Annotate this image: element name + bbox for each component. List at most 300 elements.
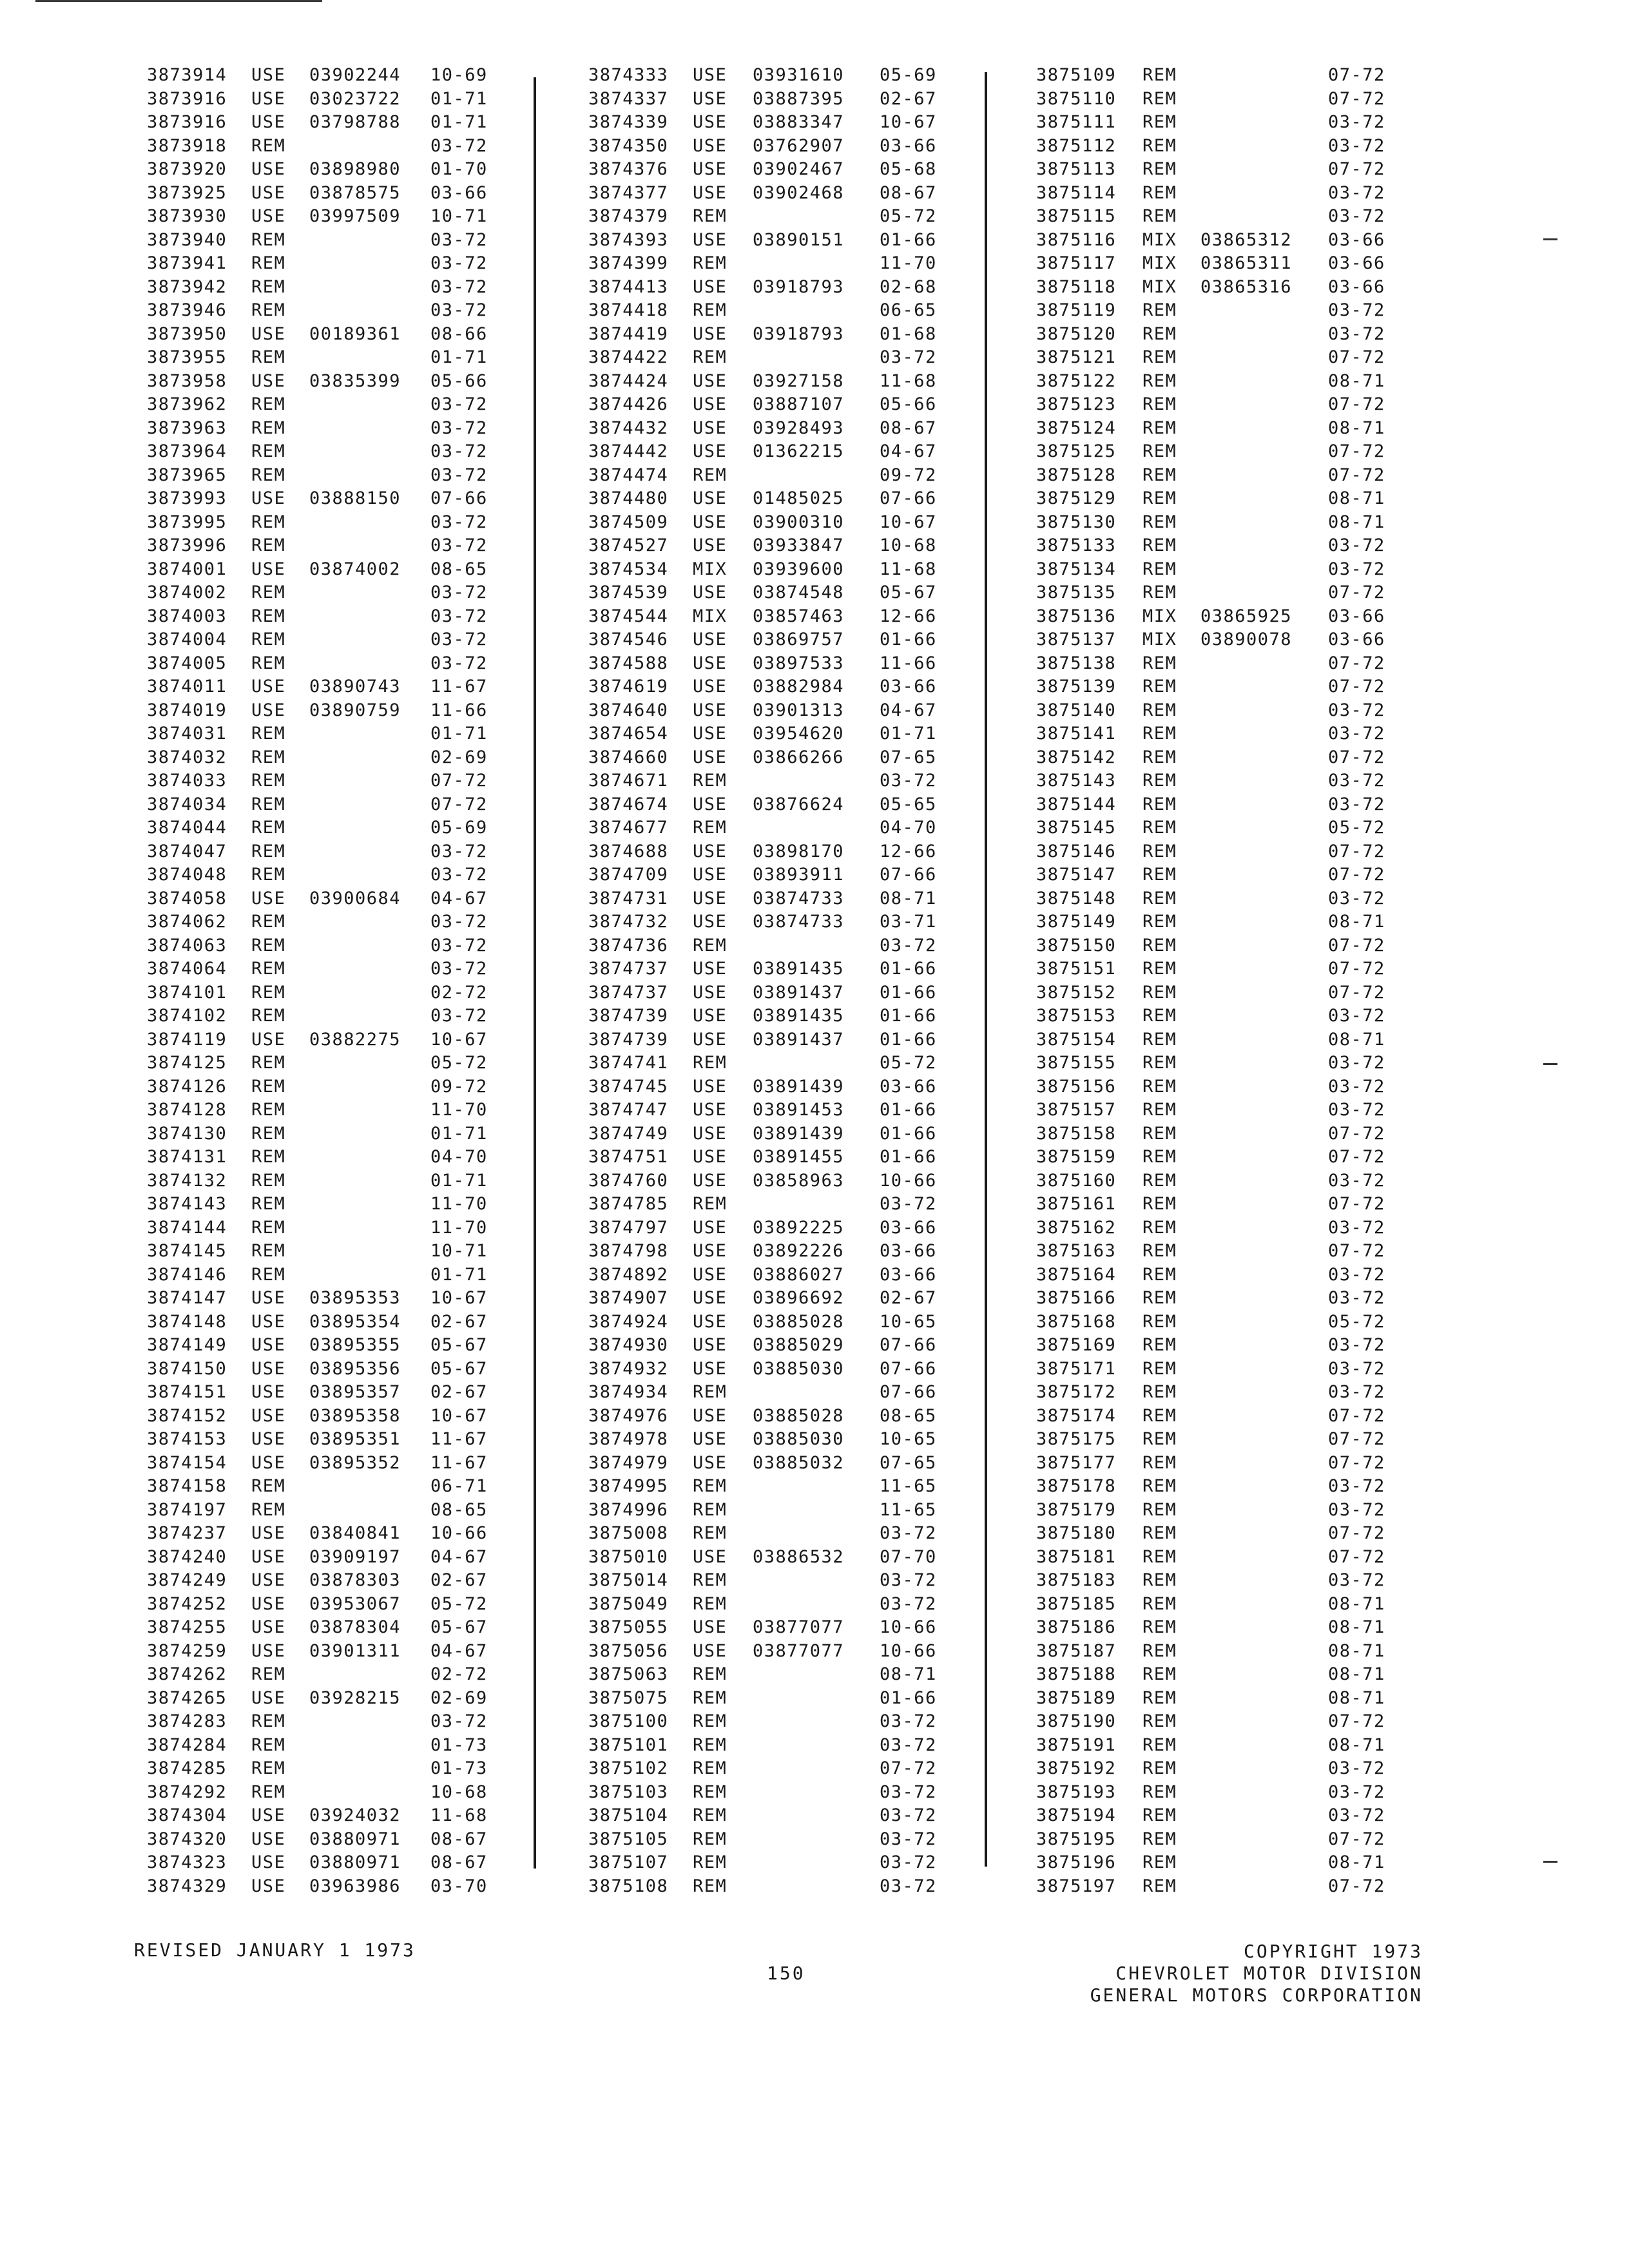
- action-code: REM: [693, 206, 728, 226]
- date-code: 02-67: [880, 88, 937, 109]
- action-code: REM: [693, 1805, 728, 1825]
- date-code: 01-66: [880, 1006, 937, 1026]
- date-code: 03-72: [1328, 1006, 1385, 1026]
- replacement-number: 03885029: [753, 1335, 845, 1355]
- action-code: REM: [1142, 347, 1177, 367]
- action-code: REM: [1142, 1405, 1177, 1426]
- action-code: REM: [1142, 135, 1177, 156]
- date-code: 03-72: [1328, 535, 1385, 555]
- action-code: USE: [693, 653, 728, 673]
- part-number: 3874034: [147, 794, 227, 814]
- part-number: 3874996: [588, 1499, 669, 1520]
- action-code: REM: [693, 347, 728, 367]
- action-code: REM: [1142, 1076, 1177, 1097]
- part-number: 3874152: [147, 1405, 227, 1426]
- part-number: 3875191: [1036, 1735, 1117, 1755]
- date-code: 11-66: [880, 653, 937, 673]
- date-code: 11-65: [880, 1476, 937, 1496]
- action-code: USE: [251, 1288, 286, 1308]
- action-code: REM: [251, 912, 286, 932]
- replacement-number: 03895356: [309, 1358, 401, 1379]
- action-code: REM: [251, 747, 286, 767]
- action-code: REM: [251, 841, 286, 861]
- action-code: REM: [693, 1523, 728, 1543]
- action-code: REM: [251, 794, 286, 814]
- part-number: 3875118: [1036, 276, 1117, 297]
- part-number: 3875117: [1036, 253, 1117, 273]
- replacement-number: 03895352: [309, 1452, 401, 1473]
- action-code: USE: [693, 677, 728, 697]
- action-code: USE: [251, 1029, 286, 1050]
- date-code: 02-72: [430, 982, 488, 1003]
- part-number: 3875139: [1036, 677, 1117, 697]
- date-code: 01-71: [430, 1123, 488, 1144]
- part-number: 3874424: [588, 370, 669, 391]
- action-code: REM: [1142, 1311, 1177, 1332]
- action-code: REM: [1142, 182, 1177, 203]
- part-number: 3874741: [588, 1053, 669, 1073]
- replacement-number: 03835399: [309, 370, 401, 391]
- date-code: 02-72: [430, 1664, 488, 1684]
- part-number: 3874255: [147, 1617, 227, 1637]
- part-number: 3874063: [147, 935, 227, 956]
- part-number: 3875107: [588, 1852, 669, 1872]
- action-code: REM: [251, 535, 286, 555]
- replacement-number: 03902468: [753, 182, 845, 203]
- action-code: REM: [1142, 206, 1177, 226]
- part-number: 3874128: [147, 1100, 227, 1120]
- part-number: 3875185: [1036, 1593, 1117, 1614]
- action-code: REM: [1142, 935, 1177, 956]
- part-number: 3874745: [588, 1076, 669, 1097]
- date-code: 03-72: [430, 865, 488, 885]
- date-code: 07-65: [880, 747, 937, 767]
- action-code: REM: [1142, 112, 1177, 132]
- part-number: 3874333: [588, 65, 669, 85]
- action-code: USE: [251, 1546, 286, 1567]
- date-code: 03-66: [880, 1217, 937, 1238]
- replacement-number: 03885028: [753, 1405, 845, 1426]
- date-code: 03-72: [1328, 888, 1385, 908]
- action-code: REM: [693, 1758, 728, 1778]
- date-code: 05-65: [880, 794, 937, 814]
- action-code: USE: [693, 1640, 728, 1661]
- action-code: REM: [251, 865, 286, 885]
- date-code: 05-66: [430, 370, 488, 391]
- date-code: 04-67: [430, 1640, 488, 1661]
- date-code: 01-66: [880, 1029, 937, 1050]
- action-code: USE: [693, 1123, 728, 1144]
- date-code: 07-72: [1328, 1123, 1385, 1144]
- replacement-number: 03874548: [753, 582, 845, 602]
- action-code: REM: [1142, 323, 1177, 344]
- date-code: 01-70: [430, 159, 488, 179]
- action-code: USE: [693, 1452, 728, 1473]
- action-code: USE: [693, 865, 728, 885]
- action-code: USE: [251, 700, 286, 720]
- date-code: 04-70: [430, 1147, 488, 1167]
- action-code: REM: [251, 1123, 286, 1144]
- date-code: 07-72: [1328, 959, 1385, 979]
- action-code: REM: [693, 1782, 728, 1802]
- date-code: 08-71: [1328, 488, 1385, 508]
- action-code: USE: [251, 112, 286, 132]
- replacement-number: 03878575: [309, 182, 401, 203]
- action-code: REM: [1142, 1476, 1177, 1496]
- action-code: REM: [1142, 1241, 1177, 1261]
- part-number: 3873942: [147, 276, 227, 297]
- part-number: 3874153: [147, 1429, 227, 1449]
- date-code: 03-66: [1328, 629, 1385, 649]
- part-number: 3873962: [147, 394, 227, 414]
- replacement-number: 03866266: [753, 747, 845, 767]
- action-code: USE: [693, 1311, 728, 1332]
- replacement-number: 03891455: [753, 1147, 845, 1167]
- action-code: REM: [1142, 488, 1177, 508]
- replacement-number: 03927158: [753, 370, 845, 391]
- date-code: 03-72: [1328, 1570, 1385, 1590]
- date-code: 03-72: [1328, 1782, 1385, 1802]
- part-number: 3874709: [588, 865, 669, 885]
- date-code: 03-66: [880, 1241, 937, 1261]
- date-code: 01-66: [880, 229, 937, 250]
- action-code: REM: [251, 935, 286, 956]
- part-number: 3875155: [1036, 1053, 1117, 1073]
- replacement-number: 03924032: [309, 1805, 401, 1825]
- action-code: USE: [693, 512, 728, 532]
- action-code: USE: [251, 1852, 286, 1872]
- date-code: 07-72: [1328, 1194, 1385, 1214]
- part-number: 3874304: [147, 1805, 227, 1825]
- part-number: 3874150: [147, 1358, 227, 1379]
- action-code: USE: [251, 1876, 286, 1896]
- part-number: 3875146: [1036, 841, 1117, 861]
- action-code: REM: [251, 1264, 286, 1285]
- action-code: REM: [693, 1499, 728, 1520]
- action-code: REM: [1142, 418, 1177, 438]
- part-number: 3874151: [147, 1382, 227, 1402]
- action-code: REM: [1142, 1452, 1177, 1473]
- action-code: REM: [1142, 582, 1177, 602]
- part-number: 3874125: [147, 1053, 227, 1073]
- action-code: REM: [1142, 841, 1177, 861]
- date-code: 07-72: [1328, 1452, 1385, 1473]
- part-number: 3875122: [1036, 370, 1117, 391]
- date-code: 07-66: [880, 1335, 937, 1355]
- action-code: REM: [1142, 465, 1177, 485]
- date-code: 08-67: [880, 182, 937, 203]
- part-number: 3874252: [147, 1593, 227, 1614]
- part-number: 3874677: [588, 818, 669, 838]
- part-number: 3874527: [588, 535, 669, 555]
- date-code: 01-66: [880, 1123, 937, 1144]
- copyright-line: CHEVROLET MOTOR DIVISION: [1115, 1963, 1423, 1984]
- date-code: 05-72: [430, 1053, 488, 1073]
- action-code: USE: [693, 418, 728, 438]
- part-number: 3874976: [588, 1405, 669, 1426]
- part-number: 3874930: [588, 1335, 669, 1355]
- part-number: 3874101: [147, 982, 227, 1003]
- action-code: USE: [251, 1687, 286, 1708]
- part-number: 3875102: [588, 1758, 669, 1778]
- action-code: REM: [1142, 1264, 1177, 1285]
- date-code: 01-66: [880, 959, 937, 979]
- part-number: 3875128: [1036, 465, 1117, 485]
- part-number: 3874032: [147, 747, 227, 767]
- date-code: 07-72: [1328, 653, 1385, 673]
- date-code: 03-72: [1328, 724, 1385, 744]
- date-code: 03-72: [430, 841, 488, 861]
- part-number: 3874892: [588, 1264, 669, 1285]
- action-code: REM: [251, 1194, 286, 1214]
- date-code: 07-72: [1328, 465, 1385, 485]
- part-number: 3874737: [588, 959, 669, 979]
- part-number: 3874323: [147, 1852, 227, 1872]
- part-number: 3874419: [588, 323, 669, 344]
- date-code: 03-72: [430, 1711, 488, 1731]
- date-code: 03-72: [880, 935, 937, 956]
- action-code: REM: [251, 1100, 286, 1120]
- part-number: 3875135: [1036, 582, 1117, 602]
- date-code: 07-72: [1328, 841, 1385, 861]
- part-number: 3875055: [588, 1617, 669, 1637]
- action-code: REM: [1142, 794, 1177, 814]
- action-code: USE: [251, 1570, 286, 1590]
- part-number: 3875154: [1036, 1029, 1117, 1050]
- action-code: REM: [1142, 512, 1177, 532]
- date-code: 08-71: [1328, 370, 1385, 391]
- date-code: 03-72: [1328, 1288, 1385, 1308]
- replacement-number: 03928215: [309, 1687, 401, 1708]
- replacement-number: 01485025: [753, 488, 845, 508]
- date-code: 01-66: [880, 1687, 937, 1708]
- action-code: REM: [693, 1829, 728, 1849]
- date-code: 02-67: [430, 1570, 488, 1590]
- action-code: REM: [251, 1735, 286, 1755]
- action-code: REM: [693, 1593, 728, 1614]
- part-number: 3875186: [1036, 1617, 1117, 1637]
- part-number: 3875129: [1036, 488, 1117, 508]
- part-number: 3874044: [147, 818, 227, 838]
- date-code: 03-72: [1328, 1805, 1385, 1825]
- replacement-number: 03891437: [753, 982, 845, 1003]
- part-number: 3874432: [588, 418, 669, 438]
- replacement-number: 03928493: [753, 418, 845, 438]
- part-number: 3875158: [1036, 1123, 1117, 1144]
- action-code: REM: [251, 465, 286, 485]
- date-code: 03-72: [880, 1570, 937, 1590]
- date-code: 07-72: [1328, 1711, 1385, 1731]
- date-code: 02-67: [430, 1311, 488, 1332]
- copyright-line: GENERAL MOTORS CORPORATION: [1090, 1984, 1423, 2006]
- action-code: REM: [1142, 1758, 1177, 1778]
- action-code: REM: [1142, 1429, 1177, 1449]
- replacement-number: 03869757: [753, 629, 845, 649]
- action-code: REM: [693, 1053, 728, 1073]
- date-code: 08-65: [430, 1499, 488, 1520]
- date-code: 08-71: [1328, 1687, 1385, 1708]
- margin-mark: [1543, 238, 1557, 240]
- part-number: 3874339: [588, 112, 669, 132]
- action-code: USE: [251, 1382, 286, 1402]
- date-code: 11-67: [430, 677, 488, 697]
- action-code: REM: [693, 1687, 728, 1708]
- part-number: 3874002: [147, 582, 227, 602]
- replacement-number: 03892225: [753, 1217, 845, 1238]
- date-code: 10-67: [430, 1029, 488, 1050]
- part-number: 3875113: [1036, 159, 1117, 179]
- action-code: REM: [1142, 1194, 1177, 1214]
- action-code: USE: [251, 1358, 286, 1379]
- date-code: 11-70: [880, 253, 937, 273]
- date-code: 03-72: [1328, 1170, 1385, 1191]
- part-number: 3874377: [588, 182, 669, 203]
- part-number: 3874031: [147, 724, 227, 744]
- part-number: 3873965: [147, 465, 227, 485]
- date-code: 01-66: [880, 1100, 937, 1120]
- part-number: 3873946: [147, 300, 227, 320]
- part-number: 3875189: [1036, 1687, 1117, 1708]
- part-number: 3875141: [1036, 724, 1117, 744]
- part-number: 3873920: [147, 159, 227, 179]
- replacement-number: 03895354: [309, 1311, 401, 1332]
- action-code: USE: [251, 1617, 286, 1637]
- action-code: REM: [1142, 1123, 1177, 1144]
- action-code: USE: [693, 1241, 728, 1261]
- part-number: 3875142: [1036, 747, 1117, 767]
- part-number: 3875166: [1036, 1288, 1117, 1308]
- date-code: 03-72: [880, 1593, 937, 1614]
- action-code: USE: [693, 135, 728, 156]
- action-code: REM: [251, 512, 286, 532]
- replacement-number: 03895351: [309, 1429, 401, 1449]
- action-code: REM: [251, 1476, 286, 1496]
- date-code: 04-67: [430, 1546, 488, 1567]
- date-code: 10-68: [430, 1782, 488, 1802]
- date-code: 04-67: [880, 441, 937, 461]
- part-number: 3875144: [1036, 794, 1117, 814]
- date-code: 03-72: [430, 253, 488, 273]
- action-code: USE: [693, 182, 728, 203]
- part-number: 3875192: [1036, 1758, 1117, 1778]
- part-number: 3875148: [1036, 888, 1117, 908]
- replacement-number: 03890151: [753, 229, 845, 250]
- replacement-number: 03887395: [753, 88, 845, 109]
- part-number: 3874934: [588, 1382, 669, 1402]
- date-code: 10-65: [880, 1429, 937, 1449]
- date-code: 02-67: [880, 1288, 937, 1308]
- part-number: 3875164: [1036, 1264, 1117, 1285]
- part-number: 3874731: [588, 888, 669, 908]
- action-code: REM: [1142, 370, 1177, 391]
- date-code: 03-72: [1328, 700, 1385, 720]
- action-code: USE: [251, 1640, 286, 1661]
- action-code: MIX: [1142, 606, 1177, 626]
- replacement-number: 03857463: [753, 606, 845, 626]
- replacement-number: 03878303: [309, 1570, 401, 1590]
- date-code: 01-66: [880, 982, 937, 1003]
- date-code: 11-70: [430, 1194, 488, 1214]
- date-code: 03-66: [880, 1076, 937, 1097]
- action-code: REM: [1142, 1664, 1177, 1684]
- date-code: 08-71: [1328, 1593, 1385, 1614]
- action-code: USE: [693, 959, 728, 979]
- part-number: 3875103: [588, 1782, 669, 1802]
- date-code: 03-66: [430, 182, 488, 203]
- date-code: 01-71: [430, 347, 488, 367]
- action-code: REM: [1142, 1687, 1177, 1708]
- part-number: 3873918: [147, 135, 227, 156]
- date-code: 03-72: [880, 1711, 937, 1731]
- part-number: 3875150: [1036, 935, 1117, 956]
- date-code: 03-72: [1328, 1358, 1385, 1379]
- part-number: 3874978: [588, 1429, 669, 1449]
- replacement-number: 03918793: [753, 276, 845, 297]
- action-code: REM: [251, 724, 286, 744]
- action-code: USE: [693, 888, 728, 908]
- action-code: USE: [251, 888, 286, 908]
- part-number: 3874320: [147, 1829, 227, 1849]
- date-code: 03-66: [1328, 276, 1385, 297]
- action-code: REM: [693, 771, 728, 791]
- action-code: REM: [251, 1053, 286, 1073]
- replacement-number: 03886027: [753, 1264, 845, 1285]
- action-code: USE: [251, 1429, 286, 1449]
- date-code: 02-68: [880, 276, 937, 297]
- part-number: 3875172: [1036, 1382, 1117, 1402]
- date-code: 08-66: [430, 323, 488, 344]
- part-number: 3874798: [588, 1241, 669, 1261]
- part-number: 3874292: [147, 1782, 227, 1802]
- action-code: USE: [693, 982, 728, 1003]
- part-number: 3874588: [588, 653, 669, 673]
- action-code: USE: [693, 1546, 728, 1567]
- part-number: 3875112: [1036, 135, 1117, 156]
- part-number: 3873930: [147, 206, 227, 226]
- action-code: REM: [251, 653, 286, 673]
- action-code: USE: [693, 1029, 728, 1050]
- action-code: REM: [693, 1711, 728, 1731]
- replacement-number: 03882275: [309, 1029, 401, 1050]
- replacement-number: 03963986: [309, 1876, 401, 1896]
- part-number: 3875181: [1036, 1546, 1117, 1567]
- part-number: 3874064: [147, 959, 227, 979]
- replacement-number: 03874733: [753, 912, 845, 932]
- action-code: MIX: [693, 559, 728, 579]
- part-number: 3875136: [1036, 606, 1117, 626]
- action-code: MIX: [1142, 629, 1177, 649]
- action-code: REM: [1142, 1640, 1177, 1661]
- replacement-number: 03900684: [309, 888, 401, 908]
- action-code: REM: [1142, 1523, 1177, 1543]
- part-number: 3874283: [147, 1711, 227, 1731]
- action-code: REM: [1142, 441, 1177, 461]
- date-code: 07-66: [880, 865, 937, 885]
- replacement-number: 03798788: [309, 112, 401, 132]
- part-number: 3875183: [1036, 1570, 1117, 1590]
- part-number: 3874149: [147, 1335, 227, 1355]
- action-code: USE: [693, 112, 728, 132]
- action-code: USE: [693, 724, 728, 744]
- part-number: 3874001: [147, 559, 227, 579]
- date-code: 08-71: [1328, 1735, 1385, 1755]
- replacement-number: 01362215: [753, 441, 845, 461]
- replacement-number: 03891437: [753, 1029, 845, 1050]
- date-code: 03-72: [880, 347, 937, 367]
- action-code: REM: [1142, 559, 1177, 579]
- part-number: 3874019: [147, 700, 227, 720]
- date-code: 05-69: [880, 65, 937, 85]
